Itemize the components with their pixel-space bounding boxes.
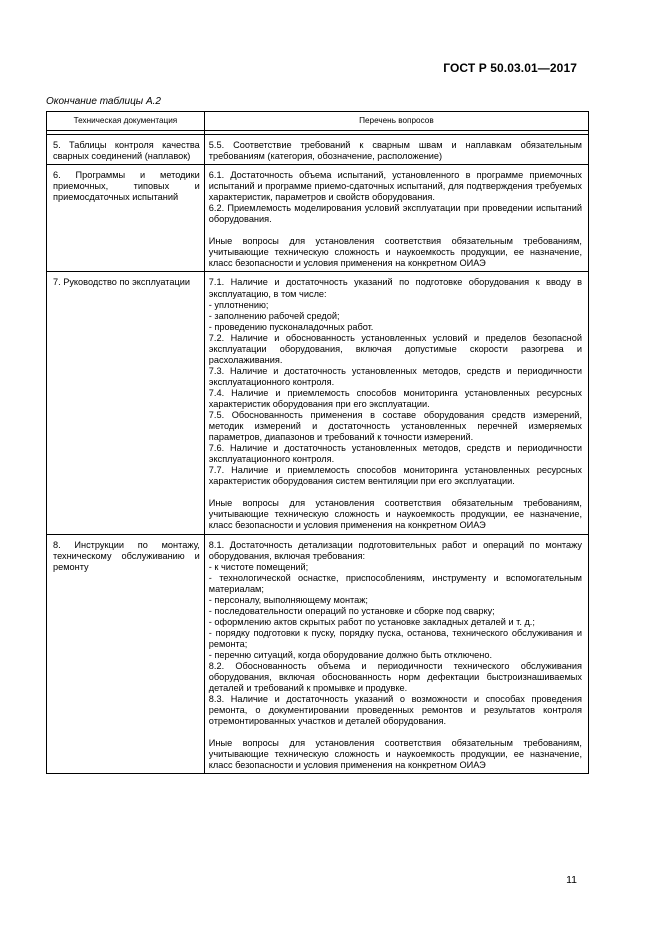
table-header-row xyxy=(47,112,589,131)
questions-table xyxy=(46,111,589,774)
row-document-name: 5. Таблицы контроля качества сварных соединений (наплавок) xyxy=(47,135,205,165)
row-document-name: 6. Программы и методики приемочных, типовых и приемосдаточных испытаний xyxy=(47,165,205,272)
question-line: Иные вопросы для установления соответствия обязательным требованиям, учитывающие техническую сложность и наукоемкость продукции, ее назначение, класс безопасности и условия применения на конкретном ОИАЭ xyxy=(208,236,582,269)
question-line: 7.2. Наличие и обоснованность установленных условий и пределов безопасной эксплуатации оборудования, включая допустимые скорости разогрева и расхолаживания. xyxy=(208,332,582,365)
question-line: 8.2. Обоснованность объема и периодичности технического обслуживания оборудования, включая обоснованность норм дефектации быстроизнашиваемых деталей и требований к промывке и продувке. xyxy=(208,661,582,694)
question-line: - порядку подготовки к пуску, порядку пуска, останова, технического обслуживания и ремонта; xyxy=(208,627,582,649)
question-line: 6.2. Приемлемость моделирования условий эксплуатации при проведении испытаний оборудования. xyxy=(208,203,582,225)
question-line: 6.1. Достаточность объема испытаний, установленного в программе приемочных испытаний и программе приемо-сдаточных испытаний, для подтверждения требуемых характеристик, параметров и свойств оборудования. xyxy=(208,170,582,203)
question-line: Иные вопросы для установления соответствия обязательным требованиям, учитывающие техническую сложность и наукоемкость продукции, ее назначение, класс безопасности и условия применения на конкретном ОИАЭ xyxy=(208,738,582,771)
question-line: 7.6. Наличие и достаточность установленных методов, средств и периодичности эксплуатационного контроля. xyxy=(208,443,582,465)
row-document-name: 8. Инструкции по монтажу, техническому обслуживанию и ремонту xyxy=(47,534,205,774)
question-line: - заполнению рабочей средой; xyxy=(208,310,340,321)
table-caption: Окончание таблицы А.2 xyxy=(46,96,161,107)
question-line: - персоналу, выполняющему монтаж; xyxy=(208,594,368,605)
question-line: 5.5. Соответствие требований к сварным швам и наплавкам обязательным требованиям (категория, обозначение, расположение) xyxy=(208,140,582,162)
paragraph-gap xyxy=(209,487,582,498)
column-header-questions: Перечень вопросов xyxy=(204,112,588,131)
table-row xyxy=(47,272,589,534)
question-line: 7.5. Обоснованность применения в составе оборудования средств измерений, методик измерений и достаточность установленных перечней измеряемых параметров, диапазонов и требований к точности измерений. xyxy=(208,410,582,443)
question-line: - уплотнению; xyxy=(208,299,269,310)
question-line: - последовательности операций по установке и сборке под сварку; xyxy=(208,605,495,616)
question-line: 7.7. Наличие и приемлемость способов мониторинга установленных ресурсных характеристик оборудования систем вентиляции при его эксплуатации. xyxy=(208,465,582,487)
page-number: 11 xyxy=(566,874,577,886)
question-line: 7.3. Наличие и достаточность установленных методов, средств и периодичности эксплуатационного контроля. xyxy=(208,365,582,387)
question-line: 7.4. Наличие и приемлемость способов мониторинга установленных ресурсных характеристик оборудования при его эксплуатации. xyxy=(208,387,582,409)
table-body xyxy=(47,135,589,774)
question-line: - к чистоте помещений; xyxy=(208,561,309,572)
paragraph-gap xyxy=(209,225,582,236)
paragraph-gap xyxy=(209,727,582,738)
row-questions xyxy=(204,534,588,774)
question-line: 8.3. Наличие и достаточность указаний о возможности и способах проведения ремонта, о документировании проведенных ремонтов и результатов контроля отремонтированных участков и деталей оборудования. xyxy=(208,694,582,727)
row-document-name: 7. Руководство по эксплуатации xyxy=(47,272,205,534)
table-row xyxy=(47,534,589,774)
question-line: 8.1. Достаточность детализации подготовительных работ и операций по монтажу оборудования, включая требования: xyxy=(208,539,582,561)
document-code: ГОСТ Р 50.03.01—2017 xyxy=(443,61,577,75)
row-questions xyxy=(204,135,588,165)
question-line: 7.1. Наличие и достаточность указаний по подготовке оборудования к вводу в эксплуатацию, в том числе: xyxy=(208,277,582,299)
column-header-documentation: Техническая документация xyxy=(47,112,205,131)
question-line: - оформлению актов скрытых работ по установке закладных деталей и т. д.; xyxy=(208,616,535,627)
question-line: Иные вопросы для установления соответствия обязательным требованиям, учитывающие техническую сложность и наукоемкость продукции, ее назначение, класс безопасности и условия применения на конкретном ОИАЭ xyxy=(208,498,582,531)
table-row xyxy=(47,165,589,272)
question-line: - проведению пусконаладочных работ. xyxy=(208,321,374,332)
table-row xyxy=(47,135,589,165)
question-line: - перечню ситуаций, когда оборудование должно быть отключено. xyxy=(208,649,493,660)
row-questions xyxy=(204,272,588,534)
question-line: - технологической оснастке, приспособлениям, инструменту и вспомогательным материалам; xyxy=(208,572,582,594)
row-questions xyxy=(204,165,588,272)
